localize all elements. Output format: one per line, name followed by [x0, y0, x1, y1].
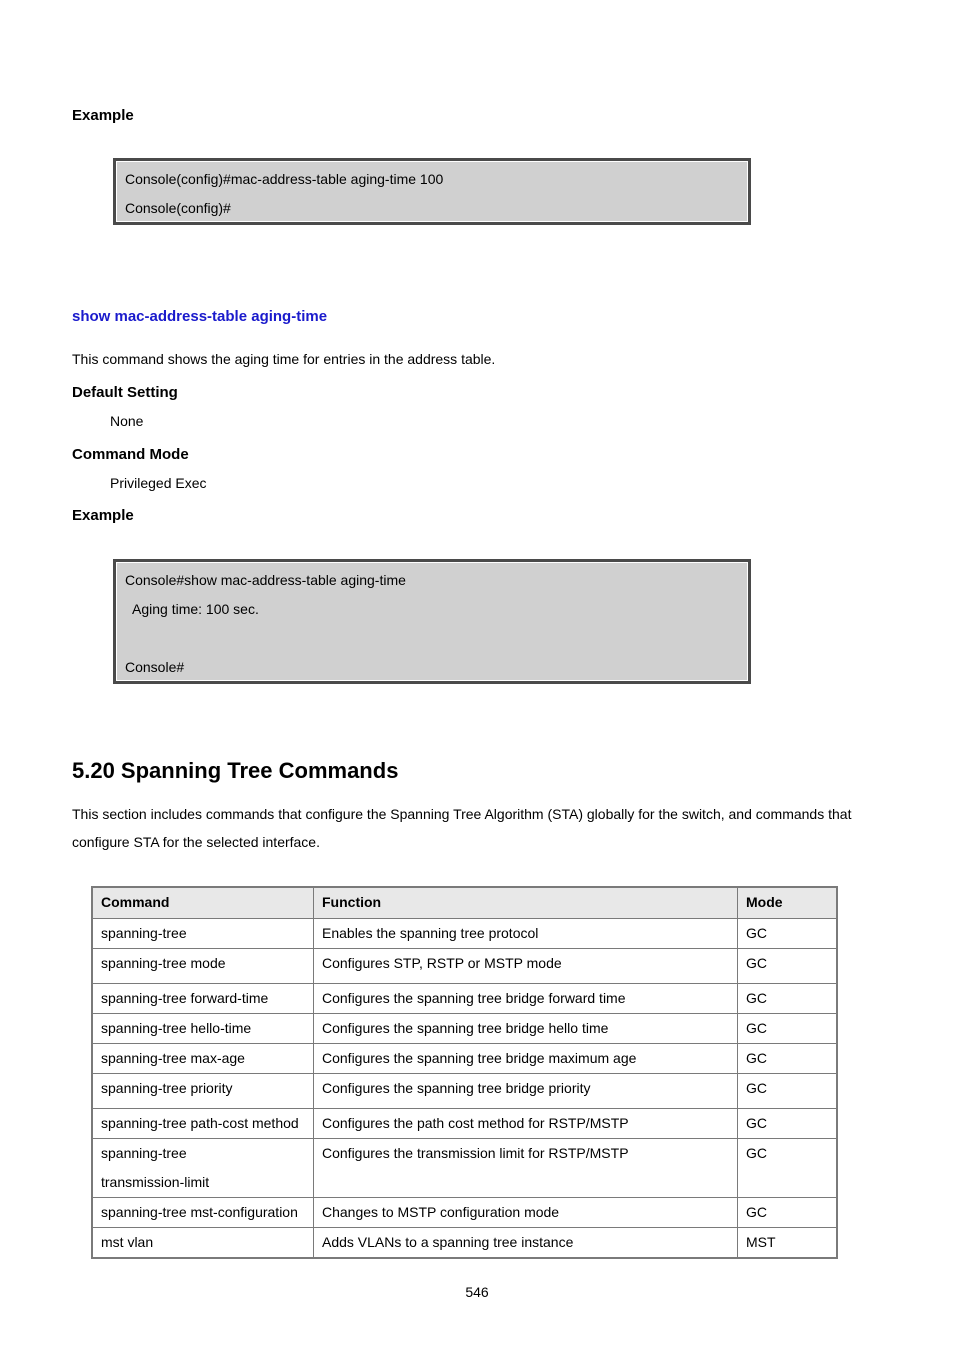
cell-mode: GC: [738, 984, 838, 1014]
default-setting-value: None: [110, 413, 144, 429]
console-example-2: [113, 559, 751, 684]
cell-command: spanning-tree mst-configuration: [92, 1198, 314, 1228]
cell-command: spanning-tree hello-time: [92, 1014, 314, 1044]
cell-mode: GC: [738, 949, 838, 984]
cell-mode: GC: [738, 1139, 838, 1198]
example-heading: Example: [72, 107, 134, 124]
cell-function: Configures the transmission limit for RSTP/MSTP: [314, 1139, 738, 1198]
console-line: Console(config)#: [125, 200, 231, 216]
cell-mode: GC: [738, 919, 838, 949]
table-row: [92, 1074, 837, 1109]
cell-mode: GC: [738, 1044, 838, 1074]
cell-function: Configures STP, RSTP or MSTP mode: [314, 949, 738, 984]
cell-command-line-2: transmission-limit: [101, 1174, 210, 1190]
table-row: [92, 1014, 837, 1044]
cell-function: Changes to MSTP configuration mode: [314, 1198, 738, 1228]
console-line: Console(config)#mac-address-table aging-time 100: [125, 171, 444, 187]
cell-mode: GC: [738, 1074, 838, 1109]
cell-function: Configures the spanning tree bridge forward time: [314, 984, 738, 1014]
cell-function: Configures the spanning tree bridge hello time: [314, 1014, 738, 1044]
cell-command: spanning-tree forward-time: [92, 984, 314, 1014]
header-function: Function: [314, 887, 738, 919]
table-row: [92, 984, 837, 1014]
table-row: [92, 919, 837, 949]
cell-function: Configures the spanning tree bridge priority: [314, 1074, 738, 1109]
page-number: 546: [465, 1284, 489, 1300]
table-row: [92, 1044, 837, 1074]
cell-mode: GC: [738, 1014, 838, 1044]
header-mode: Mode: [738, 887, 838, 919]
console-line: Console#: [125, 659, 185, 675]
table-row: [92, 1198, 837, 1228]
command-mode-heading: Command Mode: [72, 446, 189, 463]
commands-table: [91, 886, 838, 1259]
console-line: Aging time: 100 sec.: [125, 601, 259, 617]
table-row: [92, 1109, 837, 1139]
section-intro-line-1: This section includes commands that configure the Spanning Tree Algorithm (STA) globally for the switch, and commands that: [72, 806, 852, 822]
table-row: [92, 1228, 837, 1259]
table-row: [92, 1139, 837, 1198]
default-setting-heading: Default Setting: [72, 384, 178, 401]
cell-command: spanning-tree max-age: [92, 1044, 314, 1074]
table-row: [92, 949, 837, 984]
cell-mode: GC: [738, 1198, 838, 1228]
console-example-1: [113, 158, 751, 225]
command-heading-link[interactable]: show mac-address-table aging-time: [72, 308, 328, 325]
cell-mode: MST: [738, 1228, 838, 1259]
table-header-row: [92, 887, 837, 919]
cell-mode: GC: [738, 1109, 838, 1139]
header-command: Command: [92, 887, 314, 919]
console-line: Console#show mac-address-table aging-time: [125, 572, 406, 588]
cell-command-line-1: spanning-tree: [101, 1145, 187, 1161]
example-heading: Example: [72, 507, 134, 524]
cell-command: spanning-tree: [92, 919, 314, 949]
cell-function: Configures the path cost method for RSTP/MSTP: [314, 1109, 738, 1139]
cell-command: mst vlan: [92, 1228, 314, 1259]
cell-command: spanning-tree path-cost method: [92, 1109, 314, 1139]
cell-command: spanning-tree mode: [92, 949, 314, 984]
cell-function: Enables the spanning tree protocol: [314, 919, 738, 949]
section-intro-line-2: configure STA for the selected interface.: [72, 834, 320, 850]
command-description: This command shows the aging time for entries in the address table.: [72, 351, 496, 367]
cell-function: Adds VLANs to a spanning tree instance: [314, 1228, 738, 1259]
command-mode-value: Privileged Exec: [110, 475, 207, 491]
cell-command: spanning-tree priority: [92, 1074, 314, 1109]
section-title: 5.20 Spanning Tree Commands: [72, 758, 399, 783]
cell-command: [92, 1139, 314, 1198]
cell-function: Configures the spanning tree bridge maximum age: [314, 1044, 738, 1074]
